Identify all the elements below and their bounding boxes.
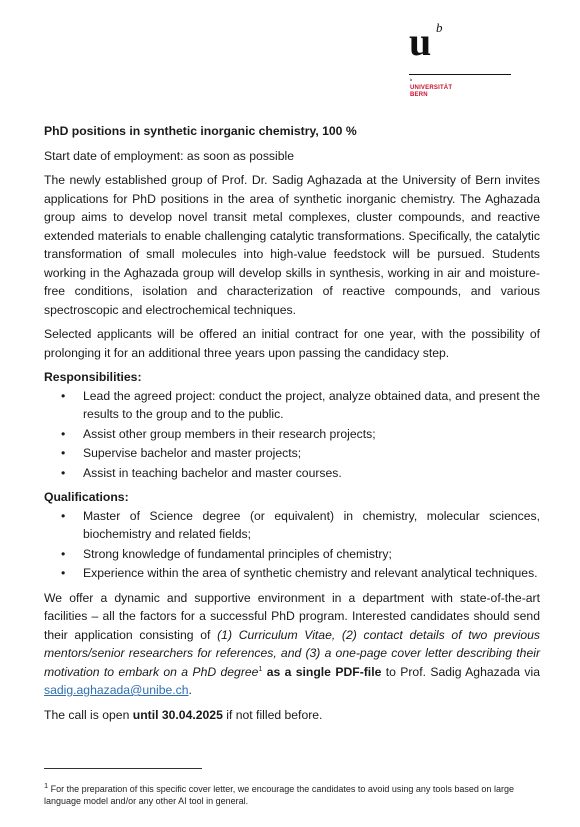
footnote-mark: 1	[44, 781, 49, 790]
list-item: • Supervise bachelor and master projects;	[83, 444, 540, 463]
document-body	[44, 122, 540, 730]
logo-letter-u: u	[409, 19, 432, 64]
logo-line-2: BERN	[410, 92, 428, 98]
deadline-date: until 30.04.2025	[132, 707, 223, 722]
footnote-text: For the preparation of this specific cover letter, we encourage the candidates to avoid using any tools based on large language model and/or any other AI tool in general.	[44, 784, 514, 806]
deadline-paragraph	[44, 706, 540, 725]
university-logo	[409, 19, 511, 112]
logo-small-b: b	[410, 77, 413, 82]
offer-paragraph	[44, 589, 540, 700]
qualifications-list	[44, 507, 540, 583]
list-item: • Assist other group members in their research projects;	[83, 425, 540, 444]
footnote	[44, 780, 540, 807]
list-item: • Master of Science degree (or equivalent) in chemistry, molecular sciences, biochemistry and related fields;	[83, 507, 540, 544]
list-item: • Assist in teaching bachelor and master courses.	[83, 464, 540, 483]
responsibilities-list	[44, 387, 540, 483]
footnote-divider	[44, 768, 202, 769]
deadline-before: The call is open	[44, 707, 133, 722]
offer-pdf-note: as a single PDF-file	[262, 664, 382, 679]
offer-end: .	[188, 683, 192, 697]
deadline-after: if not filled before.	[222, 707, 323, 722]
list-item: • Strong knowledge of fundamental principles of chemistry;	[83, 545, 540, 564]
list-item: • Lead the agreed project: conduct the project, analyze obtained data, and present the results to the group and to the public.	[83, 387, 540, 424]
footnote-reference[interactable]: 1	[258, 665, 263, 673]
responsibilities-heading: Responsibilities:	[44, 370, 142, 384]
logo-line-1: UNIVERSITÄT	[410, 85, 453, 91]
offer-text: We offer a dynamic and supportive environment in a department with state-of-the-art facilities – all the factors for a successful PhD program. Interested candidates should send their application consisting of	[44, 590, 540, 642]
page-title: PhD positions in synthetic inorganic chemistry, 100 %	[44, 124, 357, 138]
contract-paragraph: Selected applicants will be offered an initial contract for one year, with the possibility of prolonging it for an additional three years upon passing the candidacy step.	[44, 327, 540, 360]
start-date: Start date of employment: as soon as possible	[44, 148, 294, 163]
logo-wordmark	[410, 85, 452, 99]
logo-rule	[409, 74, 511, 75]
list-item: • Experience within the area of synthetic chemistry and relevant analytical techniques.	[83, 564, 540, 583]
email-link[interactable]: sadig.aghazada@unibe.ch	[44, 683, 189, 697]
offer-recipient: to Prof. Sadig Aghazada via	[381, 664, 540, 679]
qualifications-heading: Qualifications:	[44, 490, 129, 504]
offer-application-items: (1) Curriculum Vitae, (2) contact details of two previous mentors/senior researchers for references, and (3) a one-page cover letter describing their motivation to embark on a PhD degree	[44, 627, 540, 679]
logo-superscript-b: b	[436, 20, 443, 35]
intro-paragraph: The newly established group of Prof. Dr. Sadig Aghazada at the University of Bern invites applications for PhD positions in the area of synthetic inorganic chemistry. The Aghazada group aims to develop novel transit metal complexes, cluster compounds, and reactive extended materials to enable challenging catalytic transformations. Specifically, the catalytic transformation of small molecules into high-value feedstock will be pursued. Students working in the Aghazada group will develop skills in synthesis, working in air and moisture-free conditions, isolation and characterization of reactive compounds, and various spectroscopic and electrochemical techniques.	[44, 173, 540, 317]
